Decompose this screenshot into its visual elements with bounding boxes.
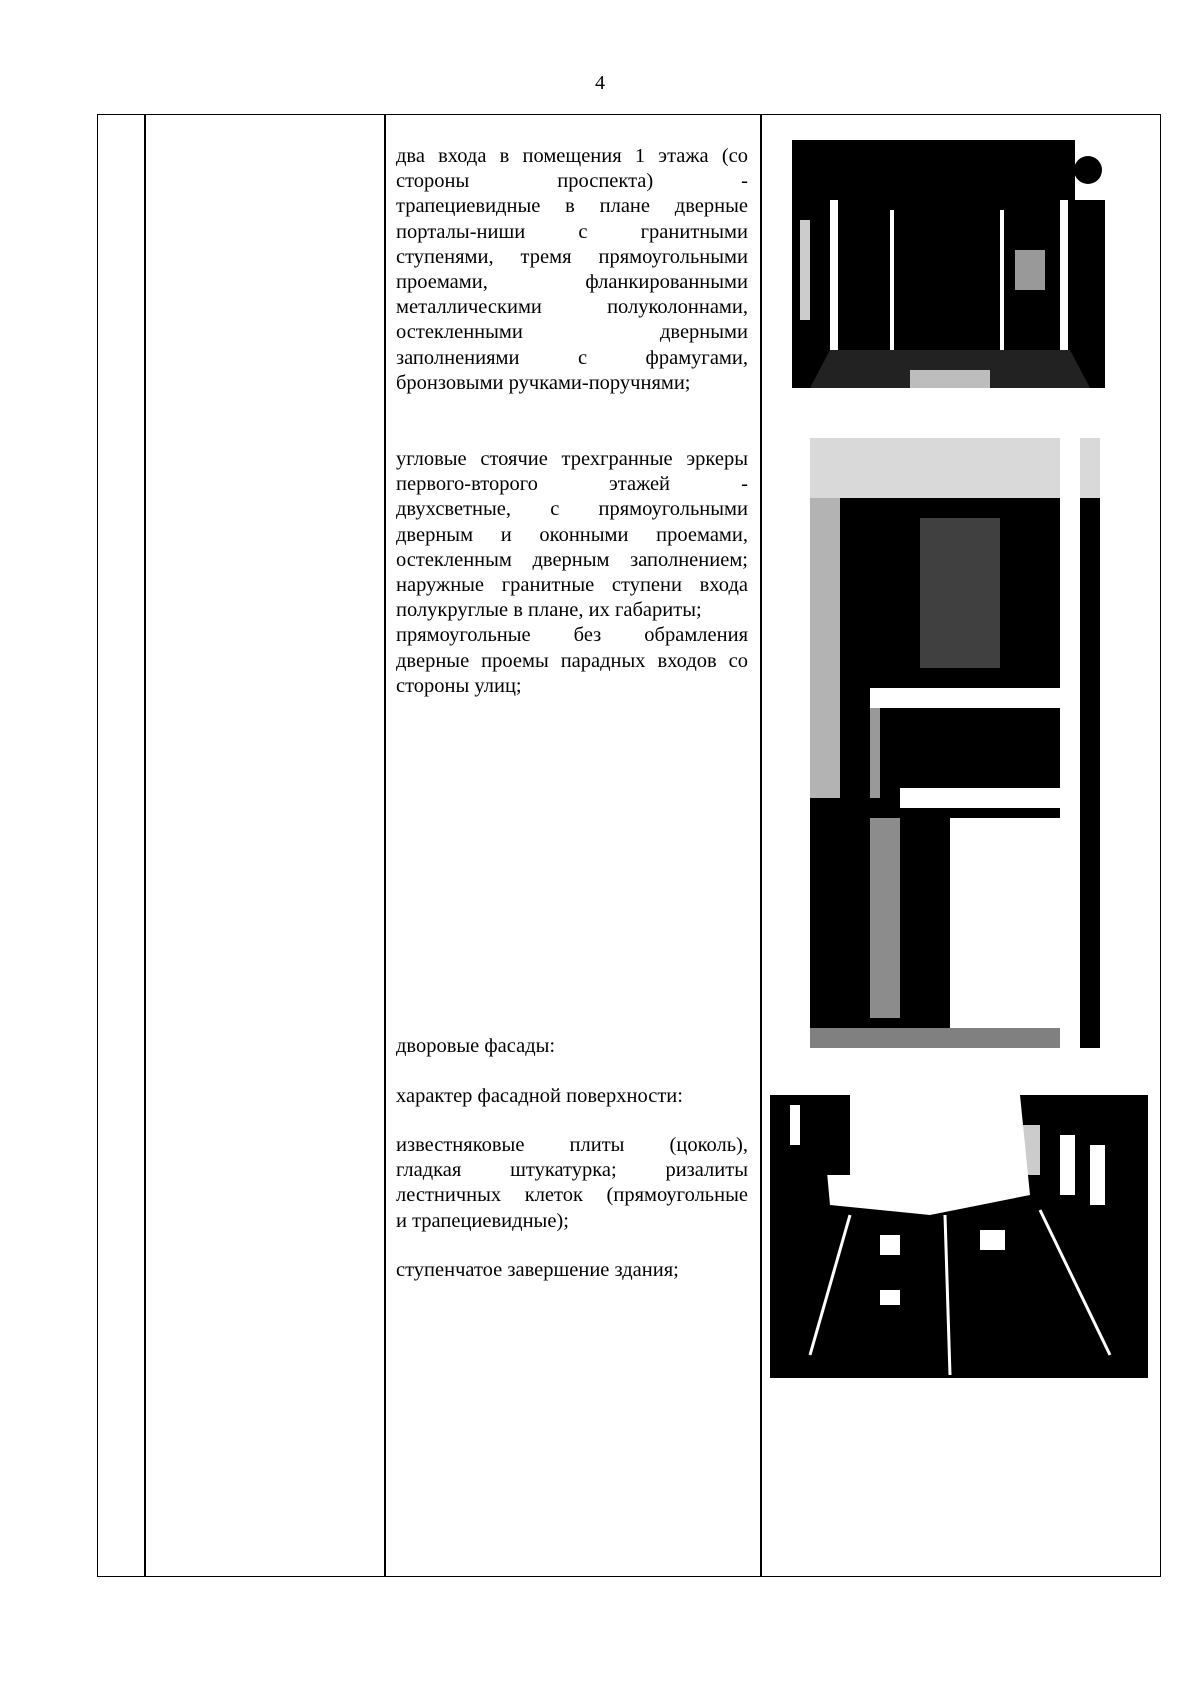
text-line: ступенями, тремя прямоугольными bbox=[396, 245, 748, 268]
text-line: первого-второго этажей - bbox=[396, 473, 748, 496]
text-line: металлическими полуколоннами, bbox=[396, 296, 748, 319]
text-line: прямоугольные без обрамления bbox=[396, 624, 748, 647]
text-line: известняковые плиты (цоколь), bbox=[396, 1134, 748, 1156]
text-line: бронзовыми ручками-поручнями; bbox=[396, 371, 691, 394]
text-line: полукруглые в плане, их габариты; bbox=[396, 599, 702, 622]
text-line: характер фасадной поверхности: bbox=[396, 1085, 683, 1107]
text-line: лестничных клеток (прямоугольные bbox=[396, 1184, 748, 1207]
text-line: два входа в помещения 1 этажа (со bbox=[396, 145, 748, 167]
text-line: остекленным дверным заполнением; bbox=[396, 548, 748, 571]
text-line: наружные гранитные ступени входа bbox=[396, 574, 748, 597]
text-block-stepped-top bbox=[396, 1258, 748, 1283]
text-line: заполнениями с фрамугами, bbox=[396, 346, 748, 369]
text-block-surface-materials bbox=[396, 1133, 748, 1234]
column-divider bbox=[760, 115, 762, 1576]
text-line: остекленными дверными bbox=[396, 321, 748, 344]
corner-bay-window-photo bbox=[810, 438, 1100, 1048]
text-block-surface-character bbox=[396, 1084, 748, 1109]
entrance-portal-photo bbox=[770, 140, 1128, 412]
text-line: угловые стоячие трехгранные эркеры bbox=[396, 448, 748, 470]
text-block-entrances bbox=[396, 144, 748, 396]
page-number: 4 bbox=[595, 72, 605, 94]
text-line: ступенчатое завершение здания; bbox=[396, 1259, 679, 1281]
text-line: стороны улиц; bbox=[396, 674, 522, 697]
column-divider bbox=[384, 115, 386, 1576]
text-block-courtyard-facades bbox=[396, 1034, 748, 1059]
text-line: гладкая штукатурка; ризалиты bbox=[396, 1159, 748, 1182]
text-line: двухсветные, с прямоугольными bbox=[396, 498, 748, 521]
column-divider bbox=[144, 115, 146, 1576]
text-line: стороны проспекта) - bbox=[396, 170, 748, 193]
text-line: проемами, фланкированными bbox=[396, 271, 748, 294]
text-line: дверным и оконными проемами, bbox=[396, 523, 748, 546]
text-line: трапециевидные в плане дверные bbox=[396, 195, 748, 218]
text-line: порталы-ниши с гранитными bbox=[396, 220, 748, 243]
courtyard-facade-photo bbox=[770, 1095, 1148, 1378]
text-line: дворовые фасады: bbox=[396, 1035, 556, 1057]
text-line: дверные проемы парадных входов со bbox=[396, 649, 748, 672]
text-line: и трапециевидные); bbox=[396, 1209, 569, 1232]
text-block-bay-windows bbox=[396, 447, 748, 699]
